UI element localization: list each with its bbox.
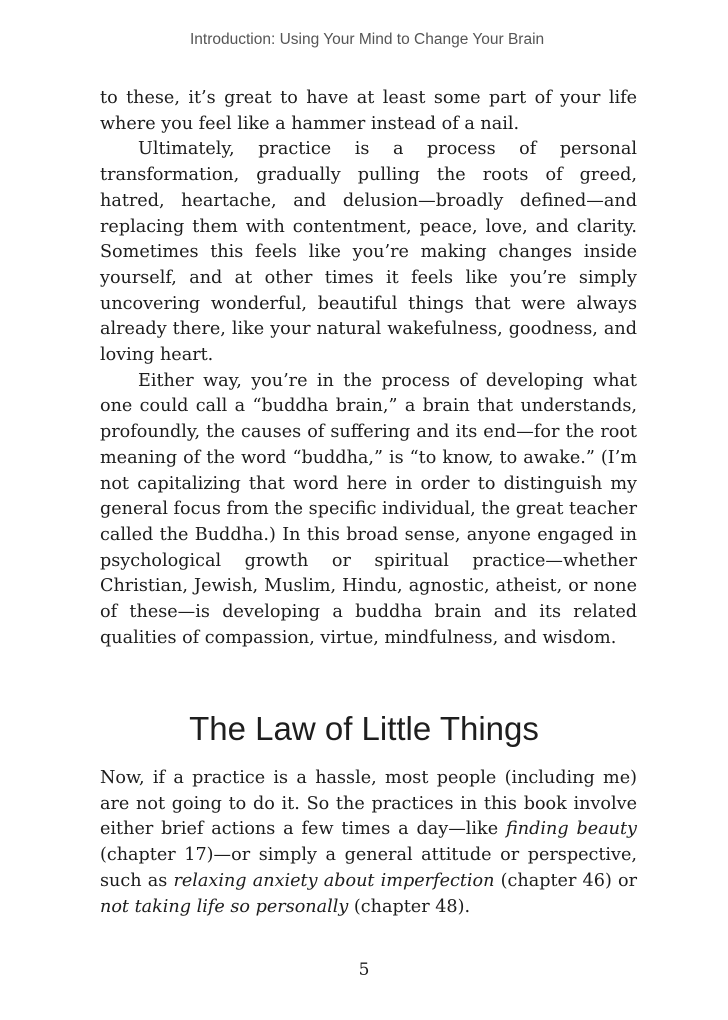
paragraph-transformation: Ultimately, practice is a process of personal transformation, gradually pulling the roots of greed, hatred, heartache, and delusion—broadly defined—and replacing them with contentment, peace, love, and clarity. Sometimes this feels like you’re making changes inside yourself, and at other times it feels like you’re simply uncovering wonderful, beautiful things that were always already there, like your natural wakefulness, goodness, and loving heart.	[100, 139, 637, 366]
text-run: (chapter 46) or	[494, 870, 638, 891]
text-run: Now, if a practice is a hassle, most people (including me) are not going to do it. So the practices in this book involve either brief actions a few times a day—like	[100, 768, 637, 840]
paragraph-continued: to these, it’s great to have at least some part of your life where you feel like a hammer instead of a nail.	[100, 88, 637, 134]
paragraph-little-things	[100, 766, 637, 920]
paragraph-buddha-brain: Either way, you’re in the process of developing what one could call a “buddha brain,” a brain that understands, profoundly, the causes of suffering and its end—for the root meaning of the word “buddha,” is “to know, to awake.” (I’m not capitalizing that word here in order to distinguish my general focus from the specific individual, the great teacher called the Buddha.) In this broad sense, anyone engaged in psychological growth or spiritual practice—whether Christian, Jewish, Muslim, Hindu, agnostic, atheist, or none of these—is developing a buddha brain and its related qualities of compassion, virtue, mindfulness, and wisdom.	[100, 370, 637, 648]
body-text-section-2	[100, 766, 637, 920]
emphasis-relaxing-anxiety: relaxing anxiety about imperfection	[173, 870, 495, 891]
body-text-section-1	[100, 86, 637, 651]
text-run: (chapter 48).	[348, 896, 471, 917]
emphasis-finding-beauty: finding beauty	[506, 819, 637, 840]
section-heading: The Law of Little Things	[189, 710, 539, 747]
emphasis-not-taking-personally: not taking life so personally	[100, 896, 349, 917]
running-head: Introduction: Using Your Mind to Change Your Brain	[190, 31, 545, 48]
text-run: (chapter 17)—or simply a general attitude or perspective, such as	[100, 845, 637, 891]
page-number: 5	[358, 960, 370, 980]
